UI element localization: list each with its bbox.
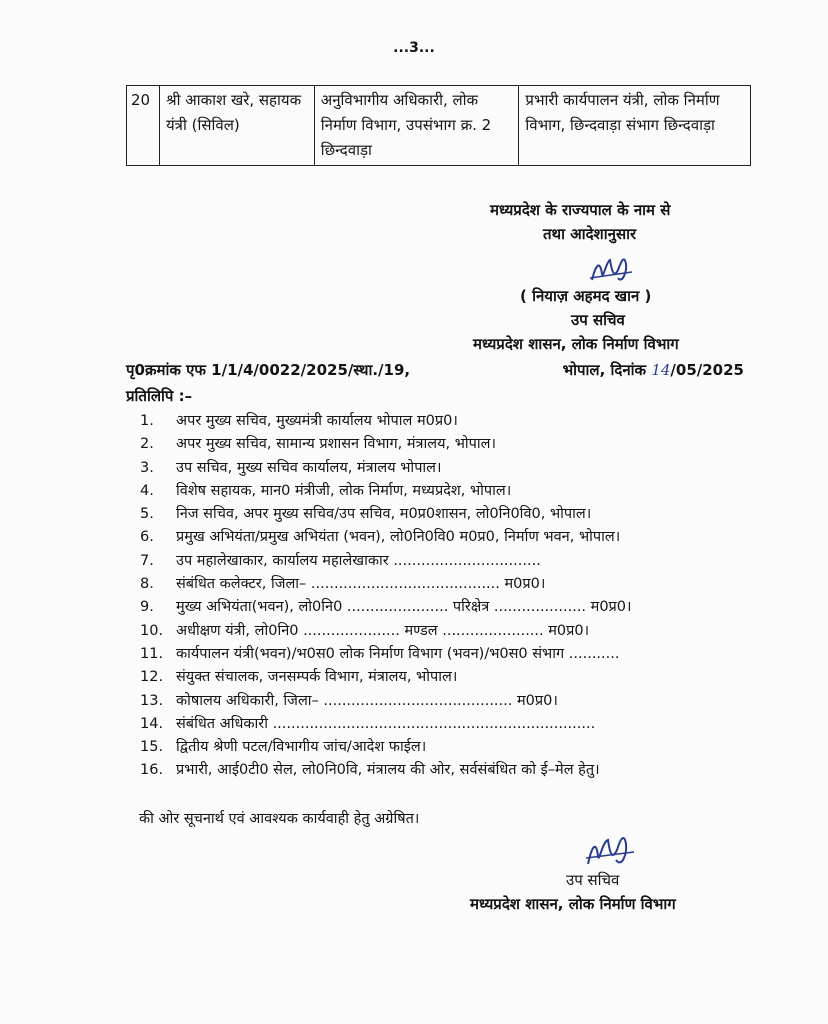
- list-item: 11. कार्यपालन यंत्री(भवन)/भ0स0 लोक निर्माण विभाग (भवन)/भ0स0 संभाग ...........: [140, 645, 620, 662]
- list-item: 4. विशेष सहायक, मान0 मंत्रीजी, लोक निर्माण, मध्यप्रदेश, भोपाल।: [140, 482, 512, 499]
- reference-number: पृ0क्रमांक एफ 1/1/4/0022/2025/स्था./19,: [126, 361, 411, 379]
- place-date: [563, 360, 744, 380]
- signatory-name: ( नियाज़ अहमद खान ): [520, 287, 652, 305]
- list-item: 7. उप महालेखाकार, कार्यालय महालेखाकार ................................: [140, 552, 541, 569]
- list-item: 10. अधीक्षण यंत्री, लो0नि0 ..................... मण्डल ...................... म0प्र0।: [140, 622, 590, 639]
- distribution-list: [130, 410, 750, 783]
- margin-mark: [760, 175, 766, 181]
- list-item: 6. प्रमुख अभियंता/प्रमुख अभियंता (भवन), लो0नि0वि0 म0प्र0, निर्माण भवन, भोपाल।: [140, 529, 621, 546]
- signatory-department: मध्यप्रदेश शासन, लोक निर्माण विभाग: [473, 335, 679, 353]
- final-signatory-post: उप सचिव: [566, 871, 620, 889]
- date-rest: /05/2025: [670, 361, 744, 379]
- list-item: 14. संबंधित अधिकारी ......................................................................: [140, 715, 596, 732]
- signature-1: [588, 250, 638, 290]
- list-item: 9. मुख्य अभियंता(भवन), लो0नि0 ...................... परिक्षेत्र .................... म0प्र0।: [140, 599, 632, 616]
- place-date-prefix: भोपाल, दिनांक: [562, 361, 647, 379]
- list-item: 1. अपर मुख्य सचिव, मुख्यमंत्री कार्यालय भोपाल म0प्र0।: [140, 413, 458, 429]
- handwritten-day: 14: [651, 361, 671, 379]
- order-line-1: मध्यप्रदेश के राज्यपाल के नाम से: [490, 201, 671, 219]
- new-post-cell: प्रभारी कार्यपालन यंत्री, लोक निर्माण विभाग, छिन्दवाड़ा संभाग छिन्दवाड़ा: [519, 86, 751, 166]
- officer-name-cell: श्री आकाश खरे, सहायक यंत्री (सिविल): [159, 86, 314, 166]
- signature-2: [582, 828, 642, 874]
- row-number: 20: [127, 86, 160, 166]
- closing-line: की ओर सूचनार्थ एवं आवश्यक कार्यवाही हेतु अग्रेषित।: [139, 811, 420, 827]
- final-signatory-department: मध्यप्रदेश शासन, लोक निर्माण विभाग: [470, 895, 676, 913]
- list-item: 15. द्वितीय श्रेणी पटल/विभागीय जांच/आदेश फाईल।: [140, 739, 427, 756]
- list-item: 13. कोषालय अधिकारी, जिला– ......................................... म0प्र0।: [140, 692, 558, 709]
- list-item: 3. उप सचिव, मुख्य सचिव कार्यालय, मंत्रालय भोपाल।: [140, 459, 442, 476]
- signatory-post: उप सचिव: [571, 311, 625, 329]
- list-item: 2. अपर मुख्य सचिव, सामान्य प्रशासन विभाग, मंत्रालय, भोपाल।: [140, 436, 496, 453]
- list-item: 16. प्रभारी, आई0टी0 सेल, लो0नि0वि, मंत्रालय की ओर, सर्वसंबंधित को ई–मेल हेतु।: [140, 762, 600, 779]
- page-number: ...3...: [393, 40, 435, 56]
- copy-to-title: प्रतिलिपि :–: [126, 387, 193, 405]
- current-post-cell: अनुविभागीय अधिकारी, लोक निर्माण विभाग, उपसंभाग क्र. 2 छिन्दवाड़ा: [314, 86, 519, 166]
- order-line-2: तथा आदेशानुसार: [543, 225, 637, 243]
- table-row: [127, 86, 751, 166]
- list-item: 8. संबंधित कलेक्टर, जिला– ......................................... म0प्र0।: [140, 576, 546, 593]
- transfer-table: [126, 85, 751, 166]
- list-item: 5. निज सचिव, अपर मुख्य सचिव/उप सचिव, म0प्र0शासन, लो0नि0वि0, भोपाल।: [140, 506, 592, 523]
- list-item: 12. संयुक्त संचालक, जनसम्पर्क विभाग, मंत्रालय, भोपाल।: [140, 669, 458, 686]
